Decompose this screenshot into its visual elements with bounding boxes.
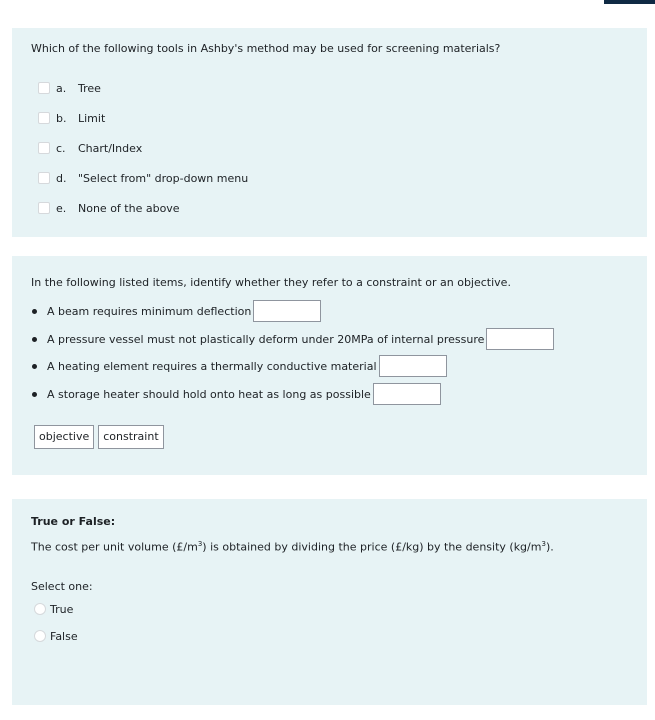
checkbox[interactable] <box>38 82 50 94</box>
question-card-true-false <box>12 499 647 705</box>
bullet-icon <box>32 337 37 342</box>
bullet-icon <box>32 364 37 369</box>
drag-token-objective[interactable]: objective <box>34 425 94 449</box>
question-card-multichoice <box>12 28 647 237</box>
option-b[interactable] <box>38 110 105 126</box>
list-item <box>32 382 441 406</box>
item-text: A pressure vessel must not plastically deform under 20MPa of internal pressure <box>47 332 485 346</box>
checkbox[interactable] <box>38 172 50 184</box>
list-item <box>32 299 321 323</box>
option-label: False <box>50 629 78 643</box>
question-text: Which of the following tools in Ashby's method may be used for screening materials? <box>31 42 501 55</box>
drop-zone[interactable] <box>373 383 441 405</box>
item-text: A heating element requires a thermally conductive material <box>47 359 377 373</box>
question-text: In the following listed items, identify whether they refer to a constraint or an objective. <box>31 276 511 289</box>
option-letter: d. <box>56 171 67 185</box>
option-d[interactable] <box>38 170 248 186</box>
option-a[interactable] <box>38 80 101 96</box>
item-text: A beam requires minimum deflection <box>47 304 252 318</box>
top-right-bar <box>604 0 655 4</box>
checkbox[interactable] <box>38 202 50 214</box>
option-label: Limit <box>78 111 106 125</box>
option-letter: b. <box>56 111 67 125</box>
radio-button[interactable] <box>34 603 46 615</box>
checkbox[interactable] <box>38 142 50 154</box>
radio-button[interactable] <box>34 630 46 642</box>
drag-token-pool <box>34 425 164 449</box>
bullet-icon <box>32 309 37 314</box>
item-text: A storage heater should hold onto heat as long as possible <box>47 387 371 401</box>
list-item <box>32 354 447 378</box>
option-letter: e. <box>56 201 67 215</box>
option-label: "Select from" drop-down menu <box>78 171 249 185</box>
option-letter: c. <box>56 141 66 155</box>
list-item <box>32 327 554 351</box>
option-letter: a. <box>56 81 67 95</box>
select-one-label: Select one: <box>31 580 93 593</box>
option-e[interactable] <box>38 200 180 216</box>
option-true[interactable] <box>34 601 73 617</box>
option-label: Tree <box>78 81 101 95</box>
drop-zone[interactable] <box>486 328 554 350</box>
drag-token-constraint[interactable]: constraint <box>98 425 163 449</box>
option-label: True <box>50 602 74 616</box>
question-statement: The cost per unit volume $(£/m^3)$ is obtained by dividing the price (£/kg) by the density $(kg/m^3)$. <box>31 540 554 554</box>
checkbox[interactable] <box>38 112 50 124</box>
drop-zone[interactable] <box>253 300 321 322</box>
option-false[interactable] <box>34 628 78 644</box>
option-label: None of the above <box>78 201 180 215</box>
question-title: True or False: <box>31 515 116 528</box>
option-c[interactable] <box>38 140 142 156</box>
bullet-icon <box>32 392 37 397</box>
option-label: Chart/Index <box>78 141 143 155</box>
drop-zone[interactable] <box>379 355 447 377</box>
question-card-drag-drop <box>12 256 647 475</box>
